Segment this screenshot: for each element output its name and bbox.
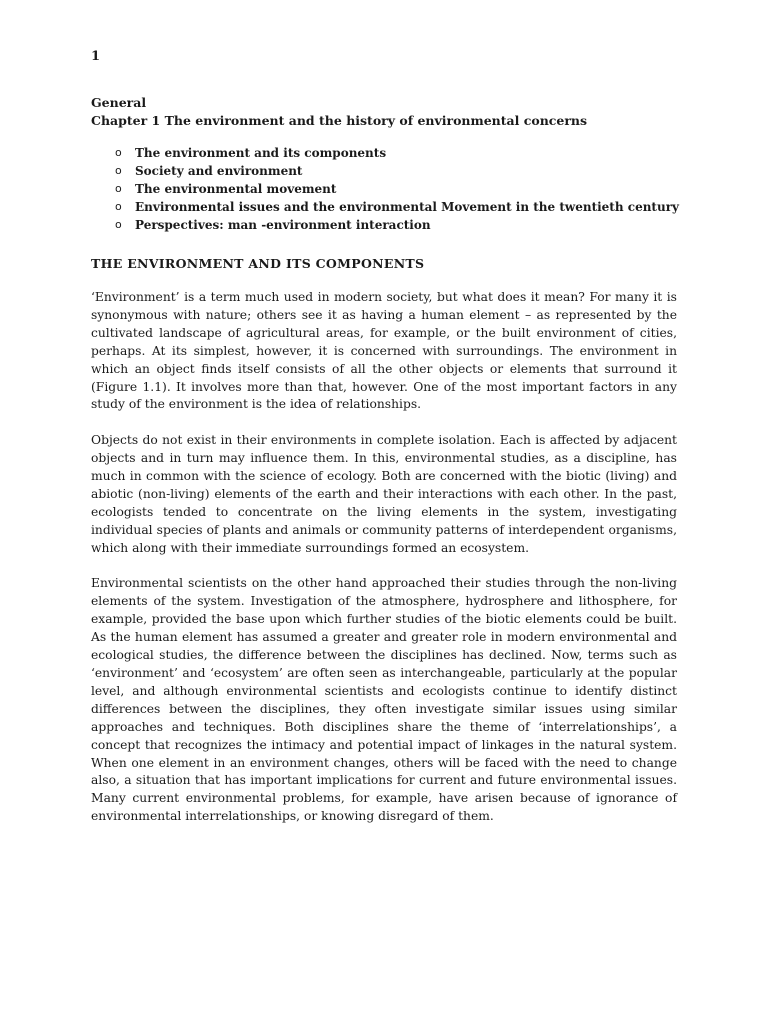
contents-item-label: Society and environment xyxy=(135,164,303,178)
general-label: General xyxy=(91,95,147,110)
bullet-icon: o xyxy=(115,218,122,231)
bullet-icon: o xyxy=(115,146,122,159)
chapter-contents-list xyxy=(91,144,677,234)
contents-item xyxy=(91,162,677,180)
bullet-icon: o xyxy=(115,164,122,177)
page-number: 1 xyxy=(91,49,101,64)
contents-item xyxy=(91,180,677,198)
bullet-icon: o xyxy=(115,182,122,195)
contents-item-label: Perspectives: man -environment interaction xyxy=(135,218,431,232)
contents-item-label: The environment and its components xyxy=(135,146,387,160)
body-paragraph: ‘Environment’ is a term much used in modern society, but what does it mean? For many it is synonymous with nature; others see it as having a human element – as represented by the cultivated landscape of agricultural areas, for example, or the built environment of cities, perhaps. At its simplest, however, it is concerned with surroundings. The environment in which an object finds itself consists of all the other objects or elements that surround it (Figure 1.1). It involves more than that, however. One of the most important factors in any study of the environment is the idea of relationships. xyxy=(91,290,677,412)
contents-item-label: The environmental movement xyxy=(135,182,337,196)
contents-item-label: Environmental issues and the environmental Movement in the twentieth century xyxy=(135,200,679,214)
body-paragraph: Objects do not exist in their environments in complete isolation. Each is affected by adjacent objects and in turn may influence them. In this, environmental studies, as a discipline, has much in common with the science of ecology. Both are concerned with the biotic (living) and abiotic (non-living) elements of the earth and their interactions with each other. In the past, ecologists tended to concentrate on the living elements in the system, investigating individual species of plants and animals or community patterns of interdependent organisms, which along with their immediate surroundings formed an ecosystem. xyxy=(91,433,677,555)
document-page xyxy=(91,40,677,826)
contents-item xyxy=(91,216,677,234)
contents-item xyxy=(91,198,677,216)
body-paragraph: Environmental scientists on the other hand approached their studies through the non-living elements of the system. Investigation of the atmosphere, hydrosphere and lithosphere, for example, provided the base upon which further studies of the biotic elements could be built. As the human element has assumed a greater and greater role in modern environmental and ecological studies, the difference between the disciplines has declined. Now, terms such as ‘environment’ and ‘ecosystem’ are often seen as interchangeable, particularly at the popular level, and although environmental scientists and ecologists continue to identify distinct differences between the disciplines, they often investigate similar issues using similar approaches and techniques. Both disciplines share the theme of ‘interrelationships’, a concept that recognizes the intimacy and potential impact of linkages in the natural system. When one element in an environment changes, others will be faced with the need to change also, a situation that has important implications for current and future environmental issues. Many current environmental problems, for example, have arisen because of ignorance of environmental interrelationships, or knowing disregard of them. xyxy=(91,576,677,824)
contents-item xyxy=(91,144,677,162)
chapter-heading-block xyxy=(91,94,677,130)
chapter-title: Chapter 1 The environment and the history of environmental concerns xyxy=(91,113,588,128)
section-heading: THE ENVIRONMENT AND ITS COMPONENTS xyxy=(91,256,425,271)
bullet-icon: o xyxy=(115,200,122,213)
